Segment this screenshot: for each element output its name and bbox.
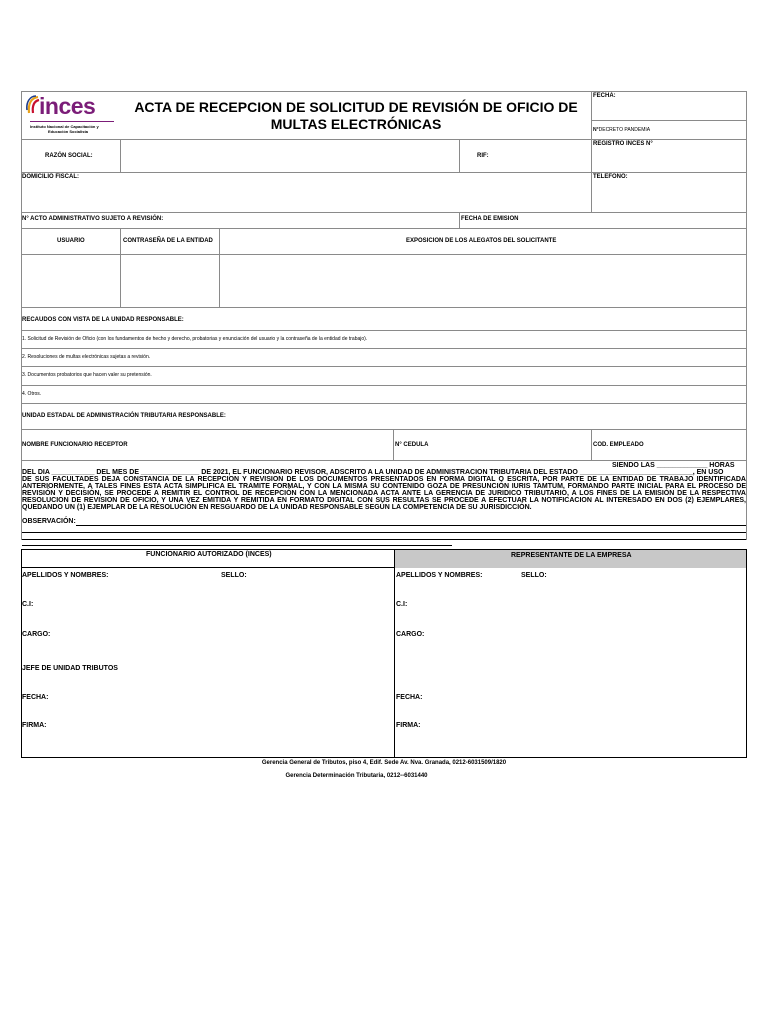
cedula-label: N° CEDULA [395,442,429,448]
observacion-line-2 [22,532,746,533]
row-line-acto [21,212,747,213]
logo-underline [30,121,114,122]
usuario-field[interactable] [22,255,119,306]
cod-divider [591,429,592,460]
unidad-title: UNIDAD ESTADAL DE ADMINISTRACIÓN TRIBUTARIA RESPONSABLE: [22,413,226,419]
header-right-divider [591,91,592,212]
rif-field[interactable] [494,140,590,171]
row-line-rec-4 [21,385,747,386]
acto-administrativo-label: N° ACTO ADMINISTRATIVO SUJETO A REVISIÓN: [22,216,164,222]
right-cargo-label: CARGO: [396,631,425,638]
observacion-line-4 [22,545,452,546]
signatures-section [21,549,747,758]
nombre-funcionario-label: NOMBRE FUNCIONARIO RECEPTOR [22,442,128,448]
rif-divider [459,139,460,172]
decreto-label [593,127,650,134]
decreto-text: DECRETO PANDEMIA [598,127,651,133]
right-firma-label: FIRMA: [396,722,421,729]
signature-divider [394,549,395,758]
telefono-field[interactable] [593,181,746,211]
row-line-recaudos [21,307,747,308]
left-header-label: FUNCIONARIO AUTORIZADO (INCES) [146,551,272,558]
fecha-emision-label: FECHA DE EMISION [461,216,519,222]
footer-line-2: Gerencia Determinación Tributaria, 0212--6031440 [285,773,428,779]
fecha-label: FECHA: [593,93,616,99]
left-apellidos-label: APELLIDOS Y NOMBRES: [22,572,109,579]
razon-social-label: RAZÓN SOCIAL: [45,153,93,159]
inces-logo [26,95,118,139]
left-fecha-label: FECHA: [22,694,49,701]
recaudo-item-4: 4. Otros. [22,391,42,397]
logo-subtitle-1: Instituto Nacional de Capacitación y [30,124,99,129]
row-line-rec-1 [21,330,747,331]
recaudo-item-3: 3. Documentos probatorios que hacen valer su pretensión. [22,372,152,378]
right-apellidos-label: APELLIDOS Y NOMBRES: [396,572,483,579]
siendo-las-text: SIENDO LAS _____________ HORAS [612,462,735,469]
observacion-label: OBSERVACIÓN: [22,518,76,525]
form-title-line-1: ACTA DE RECEPCION DE SOLICITUD DE REVISIÓN DE OFICIO DE [134,99,578,115]
logo-subtitle-2: Educación Socialista [48,129,89,134]
form-title-line-2: MULTAS ELECTRÓNICAS [270,116,442,132]
recaudo-item-2: 2. Resoluciones de multas electrónicas sujetas a revisión. [22,354,151,360]
contrasena-label: CONTRASEÑA DE LA ENTIDAD [123,238,213,244]
rif-label: RIF: [477,153,489,159]
right-sello-label: SELLO: [521,572,547,579]
observacion-field[interactable] [76,518,746,540]
inces-logo-icon [26,95,40,115]
cedula-divider [393,429,394,460]
acta-line-1: DEL DIA ___________ DEL MES DE _______________ DE 2021, EL FUNCIONARIO REVISOR, ADSCRITO A LA UNIDAD DE ADMINISTRACIÓN TRIBUTARIA DEL ESTADO _____________________________, EN USO [22,469,724,476]
domicilio-fiscal-label: DOMICILIO FISCAL: [22,174,79,180]
row-line-funcionario [21,429,747,430]
observacion-line-1 [76,525,746,526]
row-line-rec-3 [21,366,747,367]
cod-empleado-label: COD. EMPLEADO [593,442,644,448]
right-ci-label: C.I: [396,601,408,608]
logo-text: inces [39,93,96,119]
exposicion-field[interactable] [220,255,746,306]
observacion-line-3 [22,539,746,540]
recaudo-item-1: 1. Solicitud de Revisión de Oficio (con los fundamentos de hecho y derecho, probatorias y enunciación del usuario y la contraseña de la entidad de trabajo). [22,336,368,342]
header-line-1 [591,120,747,121]
row-line-acta [21,460,747,461]
left-cargo-label: CARGO: [22,631,51,638]
right-header-label: REPRESENTANTE DE LA EMPRESA [511,552,632,559]
left-ci-label: C.I: [22,601,34,608]
recaudos-title: RECAUDOS CON VISTA DE LA UNIDAD RESPONSABLE: [22,317,184,323]
razon-social-field[interactable] [121,140,458,171]
left-sello-label: SELLO: [221,572,247,579]
acto-divider [459,212,460,228]
row-line-usuario [21,228,747,229]
row-line-unidad [21,403,747,404]
left-jefe-label: JEFE DE UNIDAD TRIBUTOS [22,665,118,672]
domicilio-fiscal-field[interactable] [22,181,590,211]
row-line-domicilio [21,172,747,173]
telefono-label: TELEFONO: [593,174,628,180]
row-line-rec-2 [21,348,747,349]
footer-line-1: Gerencia General de Tributos, piso 4, Edif. Sede Av. Nva. Granada, 0212-6031509/1820 [261,760,507,766]
exposicion-label: EXPOSICION DE LOS ALEGATOS DEL SOLICITANTE [406,238,557,244]
decreto-prefix: N° [593,127,599,133]
left-firma-label: FIRMA: [22,722,47,729]
usuario-label: USUARIO [57,238,85,244]
acta-body: DE SUS FACULTADES DEJA CONSTANCIA DE LA RECEPCION Y REVISION DE LOS DOCUMENTOS PRESENTADOS EN FORMA DIGITAL O ESCRITA, POR PARTE DE LA ENTIDAD DE TRABAJO IDENTIFICADA ANTERIORMENTE, A TALES FINES ESTA ACTA SIMPLIFICA EL TRAMITE FORMAL, Y CON LA MISMA SU CONTENIDO GOZA DE PRESUNCIÓN IURIS TAMTUM, FORMANDO PARTE INICIAL PARA EL PROCESO DE REVISIÓN Y DECISIÓN, SE PROCEDE A REMITIR EL CONTROL DE RECEPCIÓN CON LA MENCIONADA ACTA ANTE LA GERENCIA DE JURIDICO TRIBUTARIO, A LOS FINES DE LA EMISIÓN DE LA RESPECTIVA RESOLUCION DE REVISION DE OFICIO, Y UNA VEZ EMITIDA Y REMITIDA EN FORMATO DIGITAL CON SUS RESULTAS SE PROCEDE A EFECTUAR LA NOTIFICACION AL INTERESADO EN DOS (2) EJEMPLARES, QUEDANDO UN (1) EJEMPLAR DE LA RESOLUCIÓN EN RESGUARDO DE LA UNIDAD RESPONSABLE SEGÚN LA COMPETENCIA DE SU JURISDICCIÓN. [22,476,746,511]
registro-label: REGISTRO INCES N° [593,141,653,147]
contrasena-field[interactable] [121,255,218,306]
right-fecha-label: FECHA: [396,694,423,701]
